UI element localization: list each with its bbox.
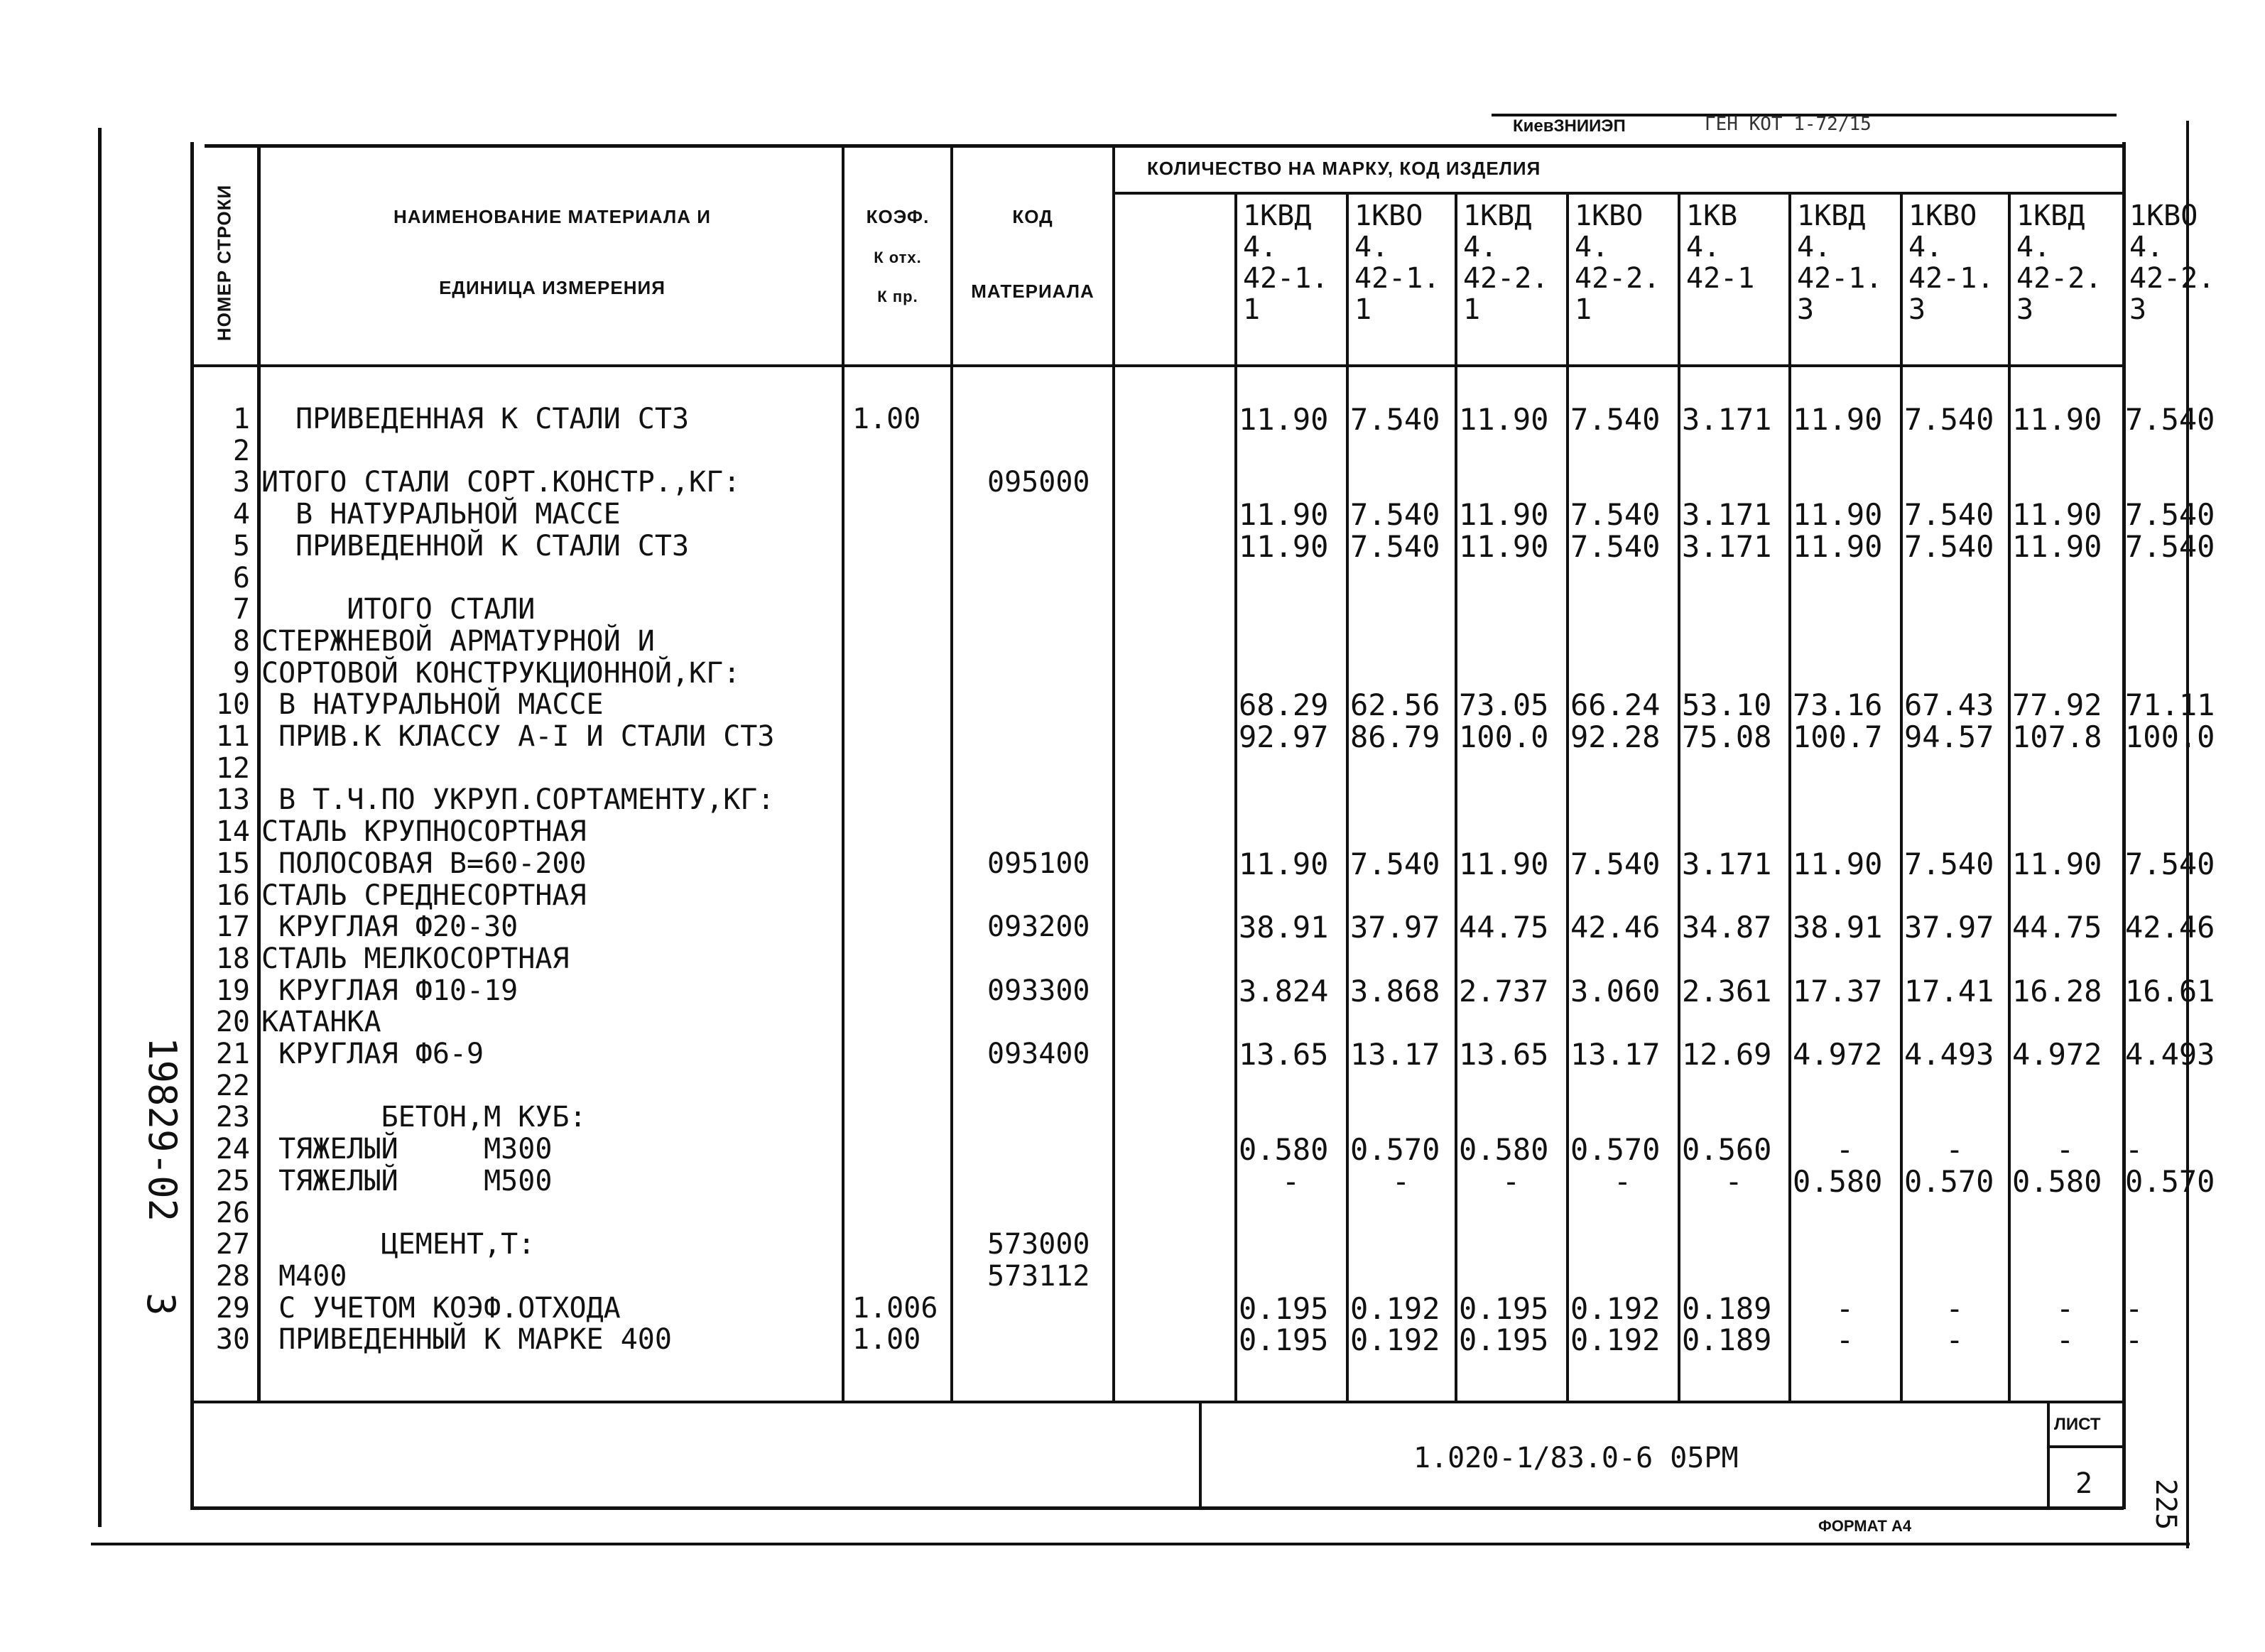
quantity-header-line	[1114, 192, 2124, 195]
quantity-cell: 11.90	[1459, 528, 1549, 564]
row-material-name: КРУГЛАЯ Ф20-30	[261, 911, 518, 944]
quantity-cell: -	[2055, 1322, 2075, 1358]
quantity-cell: 0.570	[1570, 1132, 1661, 1168]
quantity-cell: -	[1281, 1163, 1300, 1199]
quantity-cell: 0.570	[2125, 1163, 2215, 1199]
row-number: 22	[215, 1069, 250, 1102]
col-line-name	[842, 146, 844, 1403]
row-number: 12	[215, 751, 250, 785]
qcol-line-7	[1900, 193, 1903, 1403]
quantity-cell: 0.189	[1682, 1290, 1772, 1326]
quantity-cell: 7.540	[1350, 846, 1440, 881]
row-number: 24	[215, 1133, 250, 1166]
row-number: 1	[232, 403, 250, 435]
column-header	[2016, 200, 2102, 325]
quantity-cell: -	[1835, 1290, 1854, 1326]
margin-digit: 3	[138, 1293, 183, 1316]
doc-code: 1.020-1/83.0-6 05РМ	[1413, 1442, 1739, 1474]
column-header	[1463, 200, 1548, 325]
footer-bottom-line	[190, 1506, 2124, 1510]
row-number: 20	[215, 1006, 250, 1039]
header-coef-1: КОЭФ.	[866, 206, 930, 227]
quantity-cell: 11.90	[2012, 497, 2102, 533]
column-header-line: 1	[1575, 293, 1592, 326]
quantity-cell: 7.540	[1570, 402, 1661, 437]
column-header-line: 4.	[2016, 231, 2051, 263]
quantity-cell: 3.171	[1682, 497, 1772, 533]
margin-note: 19829-02	[140, 1037, 185, 1222]
sheet-box-mid	[2047, 1445, 2124, 1448]
row-number: 27	[215, 1228, 250, 1261]
quantity-cell: 13.65	[1459, 1037, 1549, 1072]
row-material-name: СТАЛЬ МЕЛКОСОРТНАЯ	[261, 942, 570, 975]
column-header-line: 3	[1908, 293, 1926, 326]
quantity-cell: 0.570	[1350, 1132, 1440, 1168]
row-material-name: СОРТОВОЙ КОНСТРУКЦИОННОЙ,КГ:	[261, 656, 741, 690]
quantity-cell: 73.05	[1459, 688, 1549, 723]
quantity-cell: 0.192	[1570, 1322, 1661, 1358]
quantity-cell: 11.90	[1239, 497, 1329, 533]
column-header-line: 3	[2129, 293, 2147, 326]
quantity-cell: 62.56	[1350, 688, 1440, 723]
column-header-line: 4.	[1686, 231, 1721, 263]
header-bottom-line	[192, 364, 2124, 367]
column-header-line: 1КВД	[1243, 200, 1312, 232]
quantity-cell: 2.737	[1459, 973, 1549, 1009]
quantity-cell: 7.540	[2125, 497, 2215, 533]
row-number: 21	[215, 1038, 250, 1070]
quantity-cell: 0.580	[2012, 1163, 2102, 1199]
quantity-cell: 7.540	[1904, 528, 1994, 564]
quantity-cell: 100.0	[1459, 719, 1549, 754]
quantity-cell: 0.560	[1682, 1132, 1772, 1168]
column-header	[1243, 200, 1328, 325]
column-header-line: 1КВО	[1575, 200, 1644, 232]
quantity-cell: -	[1945, 1322, 1964, 1358]
quantity-cell: 7.540	[1350, 497, 1440, 533]
quantity-cell: 7.540	[2125, 402, 2215, 437]
row-code: 093400	[987, 1038, 1090, 1070]
row-material-name: ПРИВ.К КЛАССУ А-I И СТАЛИ СТЗ	[261, 720, 775, 753]
quantity-cell: 0.192	[1570, 1290, 1661, 1326]
row-number: 23	[215, 1101, 250, 1134]
row-material-name: СТАЛЬ СРЕДНЕСОРТНАЯ	[261, 879, 587, 912]
quantity-cell: 42.46	[1570, 910, 1661, 945]
quantity-cell: 4.972	[1793, 1037, 1883, 1072]
header-row-number: НОМЕР СТРОКИ	[213, 184, 235, 342]
column-header-line: 3	[1797, 293, 1815, 326]
row-material-name: КАТАНКА	[261, 1006, 381, 1039]
row-material-name: В НАТУРАЛЬНОЙ МАССЕ	[261, 498, 621, 531]
qcol-line-4	[1566, 193, 1569, 1403]
quantity-cell: 73.16	[1793, 688, 1883, 723]
row-number: 10	[215, 688, 250, 722]
row-material-name: С УЧЕТОМ КОЭФ.ОТХОДА	[261, 1291, 621, 1325]
qcol-line-2	[1346, 193, 1349, 1403]
left-margin-line	[98, 128, 102, 1527]
row-number: 8	[232, 624, 250, 658]
quantity-cell: 107.8	[2012, 719, 2102, 754]
header-quantity: КОЛИЧЕСТВО НА МАРКУ, КОД ИЗДЕЛИЯ	[1147, 158, 1541, 179]
row-material-name: ПОЛОСОВАЯ В=60-200	[261, 847, 587, 880]
qcol-line-8	[2008, 193, 2011, 1403]
quantity-cell: -	[1613, 1163, 1632, 1199]
row-number: 26	[215, 1196, 250, 1229]
quantity-cell: -	[2055, 1132, 2075, 1168]
quantity-cell: 37.97	[1350, 910, 1440, 945]
quantity-cell: 0.195	[1239, 1322, 1329, 1358]
sheet-box-left	[2047, 1401, 2050, 1509]
quantity-cell: 100.7	[1793, 719, 1883, 754]
frame-left	[190, 142, 194, 1509]
row-coef: 1.00	[852, 1323, 921, 1357]
quantity-cell: 75.08	[1682, 719, 1772, 754]
quantity-cell: 11.90	[1239, 846, 1329, 881]
quantity-cell: 4.972	[2012, 1037, 2102, 1072]
quantity-cell: -	[1391, 1163, 1411, 1199]
quantity-cell: 7.540	[1904, 497, 1994, 533]
row-number: 19	[215, 974, 250, 1007]
column-header-line: 1КВО	[1908, 200, 1977, 232]
quantity-cell: 3.824	[1239, 973, 1329, 1009]
quantity-cell: -	[1501, 1163, 1521, 1199]
quantity-cell: 11.90	[1793, 528, 1883, 564]
column-header-line: 42-1	[1686, 262, 1755, 295]
row-material-name: СТЕРЖНЕВОЙ АРМАТУРНОЙ И	[261, 624, 655, 658]
column-header-line: 4.	[1463, 231, 1498, 263]
quantity-cell: 11.90	[1459, 402, 1549, 437]
quantity-cell: 38.91	[1793, 910, 1883, 945]
column-header	[1797, 200, 1882, 325]
qcol-line-6	[1788, 193, 1791, 1403]
quantity-cell: 77.92	[2012, 688, 2102, 723]
quantity-cell: 7.540	[2125, 846, 2215, 881]
column-header	[2129, 200, 2215, 325]
quantity-cell: 11.90	[1459, 497, 1549, 533]
quantity-cell: 3.171	[1682, 846, 1772, 881]
column-header-line: 4.	[1243, 231, 1278, 263]
row-number: 4	[232, 498, 250, 531]
bottom-outer-line	[91, 1543, 2190, 1545]
quantity-cell: 3.868	[1350, 973, 1440, 1009]
format-label: ФОРМАТ А4	[1818, 1517, 1912, 1535]
header-material-name-2: ЕДИНИЦА ИЗМЕРЕНИЯ	[439, 277, 666, 298]
quantity-cell: 11.90	[1239, 402, 1329, 437]
quantity-cell: 7.540	[1350, 402, 1440, 437]
row-material-name: ПРИВЕДЕННОЙ К СТАЛИ СТЗ	[261, 529, 690, 563]
quantity-cell: 100.0	[2125, 719, 2215, 754]
quantity-cell: 11.90	[2012, 528, 2102, 564]
quantity-cell: 4.493	[1904, 1037, 1994, 1072]
quantity-cell: -	[1724, 1163, 1743, 1199]
column-header-line: 1	[1463, 293, 1481, 326]
column-header-line: 42-1.	[1354, 262, 1440, 295]
row-material-name: ТЯЖЕЛЫЙ М500	[261, 1164, 553, 1197]
column-header-line: 4.	[1575, 231, 1609, 263]
top-stamp-institute: КиевЗНИИЭП	[1513, 116, 1626, 136]
col-line-rownum	[257, 146, 261, 1403]
quantity-cell: 68.29	[1239, 688, 1329, 723]
row-material-name: ИТОГО СТАЛИ	[261, 593, 536, 626]
row-number: 5	[232, 529, 250, 563]
row-number: 17	[215, 911, 250, 944]
quantity-cell: 13.17	[1350, 1037, 1440, 1072]
header-code-1: КОД	[1012, 206, 1053, 227]
column-header-line: 42-2.	[2016, 262, 2102, 295]
quantity-cell: 66.24	[1570, 688, 1661, 723]
quantity-cell: 92.28	[1570, 719, 1661, 754]
row-material-name: ПРИВЕДЕННАЯ К СТАЛИ СТЗ	[261, 403, 690, 435]
quantity-cell: 34.87	[1682, 910, 1772, 945]
row-material-name: СТАЛЬ КРУПНОСОРТНАЯ	[261, 815, 587, 849]
quantity-cell: 0.192	[1350, 1322, 1440, 1358]
quantity-cell: 7.540	[1904, 402, 1994, 437]
quantity-cell: 0.580	[1459, 1132, 1549, 1168]
quantity-cell: 0.580	[1793, 1163, 1883, 1199]
quantity-cell: 0.195	[1459, 1290, 1549, 1326]
quantity-cell: 2.361	[1682, 973, 1772, 1009]
header-coef-3: К пр.	[877, 288, 918, 305]
header-material-name-1: НАИМЕНОВАНИЕ МАТЕРИАЛА И	[393, 206, 711, 227]
row-material-name: М400	[261, 1259, 347, 1293]
row-number: 25	[215, 1164, 250, 1197]
quantity-cell: 0.570	[1904, 1163, 1994, 1199]
quantity-cell: 44.75	[2012, 910, 2102, 945]
qcol-line-3	[1455, 193, 1457, 1403]
sheet-number: 2	[2075, 1467, 2093, 1500]
column-header	[1575, 200, 1660, 325]
quantity-cell: 7.540	[1904, 846, 1994, 881]
quantity-cell: -	[2125, 1132, 2144, 1168]
row-material-name: ПРИВЕДЕННЫЙ К МАРКЕ 400	[261, 1323, 672, 1357]
quantity-cell: 7.540	[1570, 528, 1661, 564]
quantity-cell: 0.195	[1239, 1290, 1329, 1326]
row-number: 28	[215, 1259, 250, 1293]
quantity-cell: 38.91	[1239, 910, 1329, 945]
sheet-label: ЛИСТ	[2054, 1415, 2101, 1434]
row-material-name: БЕТОН,М КУБ:	[261, 1101, 587, 1134]
quantity-cell: 13.17	[1570, 1037, 1661, 1072]
col-line-code	[1112, 146, 1115, 1403]
quantity-cell: -	[1945, 1290, 1964, 1326]
row-number: 18	[215, 942, 250, 975]
column-header	[1686, 200, 1754, 294]
quantity-cell: 44.75	[1459, 910, 1549, 945]
column-header	[1354, 200, 1440, 325]
column-header-line: 42-1.	[1243, 262, 1329, 295]
column-header-line: 1КВ	[1686, 200, 1738, 232]
quantity-cell: -	[2125, 1290, 2144, 1326]
row-material-name: В Т.Ч.ПО УКРУП.СОРТАМЕНТУ,КГ:	[261, 783, 775, 817]
quantity-cell: 0.189	[1682, 1322, 1772, 1358]
column-header-line: 42-2.	[1463, 262, 1549, 295]
row-material-name: В НАТУРАЛЬНОЙ МАССЕ	[261, 688, 604, 722]
row-number: 14	[215, 815, 250, 849]
row-number: 30	[215, 1323, 250, 1357]
quantity-cell: 3.060	[1570, 973, 1661, 1009]
row-coef: 1.00	[852, 403, 921, 435]
quantity-cell: 67.43	[1904, 688, 1994, 723]
quantity-cell: 53.10	[1682, 688, 1772, 723]
column-header-line: 4.	[1908, 231, 1943, 263]
qcol-line-1	[1234, 193, 1237, 1403]
quantity-cell: 17.37	[1793, 973, 1883, 1009]
qcol-line-5	[1678, 193, 1680, 1403]
column-header-line: 1КВД	[2016, 200, 2085, 232]
quantity-cell: 3.171	[1682, 402, 1772, 437]
quantity-cell: 7.540	[2125, 528, 2215, 564]
footer-top-line	[190, 1401, 2124, 1403]
quantity-cell: 11.90	[2012, 846, 2102, 881]
quantity-cell: 12.69	[1682, 1037, 1772, 1072]
quantity-cell: 11.90	[2012, 402, 2102, 437]
column-header-line: 4.	[1797, 231, 1832, 263]
row-number: 7	[232, 593, 250, 626]
row-number: 6	[232, 561, 250, 594]
row-code: 095000	[987, 466, 1090, 499]
quantity-cell: 92.97	[1239, 719, 1329, 754]
row-material-name: ТЯЖЕЛЫЙ М300	[261, 1133, 553, 1166]
row-number: 2	[232, 434, 250, 467]
row-material-name: ЦЕМЕНТ,Т:	[261, 1228, 536, 1261]
quantity-cell: 13.65	[1239, 1037, 1329, 1072]
column-header	[1908, 200, 1994, 325]
row-number: 3	[232, 466, 250, 499]
quantity-cell: -	[2055, 1290, 2075, 1326]
column-header-line: 1	[1354, 293, 1372, 326]
column-header-line: 1КВД	[1463, 200, 1532, 232]
frame-far-right	[2186, 121, 2189, 1548]
row-code: 093300	[987, 974, 1090, 1007]
row-number: 29	[215, 1291, 250, 1325]
quantity-cell: 7.540	[1570, 846, 1661, 881]
header-code-2: МАТЕРИАЛА	[971, 281, 1095, 302]
quantity-cell: 11.90	[1239, 528, 1329, 564]
row-material-name: ИТОГО СТАЛИ СОРТ.КОНСТР.,КГ:	[261, 466, 741, 499]
column-header-line: 42-2.	[1575, 262, 1661, 295]
quantity-cell: 11.90	[1793, 402, 1883, 437]
quantity-cell: -	[1835, 1132, 1854, 1168]
quantity-cell: 0.192	[1350, 1290, 1440, 1326]
quantity-cell: 16.61	[2125, 973, 2215, 1009]
quantity-cell: 94.57	[1904, 719, 1994, 754]
quantity-cell: 7.540	[1350, 528, 1440, 564]
column-header-line: 1КВО	[1354, 200, 1423, 232]
quantity-cell: 3.171	[1682, 528, 1772, 564]
col-line-coef	[950, 146, 953, 1403]
footer-divider	[1199, 1401, 1202, 1509]
column-header-line: 3	[2016, 293, 2034, 326]
row-material-name: КРУГЛАЯ Ф10-19	[261, 974, 518, 1007]
column-header-line: 1КВО	[2129, 200, 2198, 232]
quantity-cell: 4.493	[2125, 1037, 2215, 1072]
quantity-cell: 71.11	[2125, 688, 2215, 723]
row-coef: 1.006	[852, 1291, 938, 1325]
quantity-cell: 0.195	[1459, 1322, 1549, 1358]
row-code: 573112	[987, 1259, 1090, 1293]
quantity-cell: -	[1945, 1132, 1964, 1168]
row-code: 573000	[987, 1228, 1090, 1261]
row-number: 16	[215, 879, 250, 912]
row-material-name: КРУГЛАЯ Ф6-9	[261, 1038, 484, 1070]
quantity-cell: 17.41	[1904, 973, 1994, 1009]
quantity-cell: 11.90	[1793, 846, 1883, 881]
quantity-cell: 37.97	[1904, 910, 1994, 945]
page-number: 225	[2149, 1479, 2182, 1531]
column-header-line: 42-2.	[2129, 262, 2215, 295]
quantity-cell: 86.79	[1350, 719, 1440, 754]
quantity-cell: 11.90	[1459, 846, 1549, 881]
quantity-cell: -	[2125, 1322, 2144, 1358]
column-header-line: 4.	[2129, 231, 2164, 263]
row-number: 9	[232, 656, 250, 690]
column-header-line: 42-1.	[1908, 262, 1994, 295]
row-number: 13	[215, 783, 250, 817]
quantity-cell: 0.580	[1239, 1132, 1329, 1168]
quantity-cell: -	[1835, 1322, 1854, 1358]
column-header-line: 1КВД	[1797, 200, 1866, 232]
quantity-cell: 11.90	[1793, 497, 1883, 533]
row-number: 15	[215, 847, 250, 880]
quantity-cell: 7.540	[1570, 497, 1661, 533]
row-number: 11	[215, 720, 250, 753]
top-stamp-scribble: ГЕН КОТ 1-72/15	[1705, 114, 1872, 135]
column-header-line: 1	[1243, 293, 1261, 326]
column-header-line: 42-1.	[1797, 262, 1883, 295]
quantity-cell: 42.46	[2125, 910, 2215, 945]
quantity-cell: 16.28	[2012, 973, 2102, 1009]
column-header-line: 4.	[1354, 231, 1389, 263]
row-code: 095100	[987, 847, 1090, 880]
row-code: 093200	[987, 911, 1090, 944]
frame-top	[205, 144, 2124, 148]
header-coef-2: К отх.	[874, 249, 922, 266]
